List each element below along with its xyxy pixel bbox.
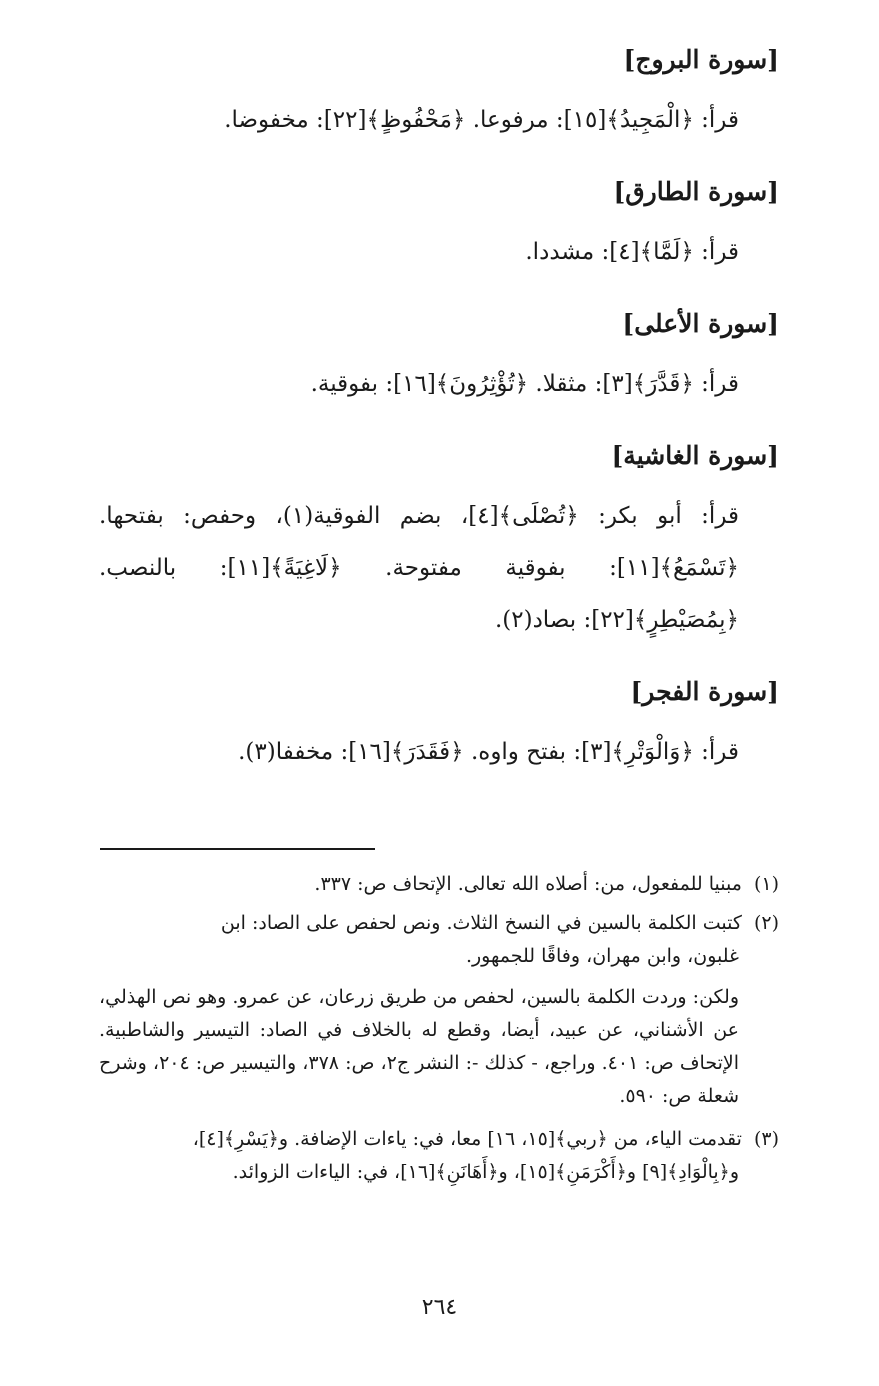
footnote-2-paragraph: ولكن: وردت الكلمة بالسين، لحفص من طريق زرعان، عن عمرو. وهو نص الهذلي، عن الأشناني، عن عبيد، أيضا، وقطع له بالخلاف في الصاد: التيسير والشاطبية. الإتحاف ص: ٤٠١. وراجع، - كذلك -: النشر ج٢، ص: ٣٧٨، والتيسير ص: ٢٠٤، وشرح شعلة ص: ٥٩٠.: [99, 986, 739, 1107]
footnote-divider: [100, 848, 375, 850]
footnote-text: تقدمت الياء، من ﴿ربي﴾[١٥، ١٦] معا، في: ياءات الإضافة. و﴿يَسْرِ﴾[٤]،: [192, 1128, 742, 1150]
body-line: قرأ: ﴿الْمَجِيدُ﴾[١٥]: مرفوعا. ﴿مَحْفُوظٍ﴾[٢٢]: مخفوضا.: [224, 107, 739, 133]
section-ala: [99, 304, 779, 410]
section-title: [سورة البروج]: [623, 45, 779, 74]
section-title: [سورة الأعلى]: [622, 309, 779, 338]
footnote-text-continued: غلبون، وابن مهران، وفاقًا للجمهور.: [465, 945, 739, 967]
main-text: [99, 40, 779, 804]
footnote-number: (٢): [753, 912, 779, 934]
body-line: ﴿تَسْمَعُ﴾[١١]: بفوقية مفتوحة. ﴿لَاغِيَةً﴾[١١]: بالنصب.: [99, 555, 739, 581]
body-line: قرأ: ﴿لَمَّا﴾[٤]: مشددا.: [525, 239, 739, 265]
footnotes: [99, 868, 779, 1195]
footnote-number: (١): [753, 873, 779, 895]
body-line: ﴿بِمُصَيْطِرٍ﴾[٢٢]: بصاد(٢).: [494, 607, 739, 633]
body-line: قرأ: ﴿وَالْوَتْرِ﴾[٣]: بفتح واوه. ﴿فَقَدَرَ﴾[١٦]: مخففا(٣).: [238, 739, 739, 765]
section-fajr: [99, 672, 779, 778]
section-title: [سورة الفجر]: [630, 677, 779, 706]
page-number: ٢٦٤: [421, 1295, 458, 1320]
footnote-1: [99, 868, 779, 901]
footnote-text: مبنيا للمفعول، من: أصلاه الله تعالى. الإتحاف ص: ٣٣٧.: [314, 873, 742, 895]
body-line: قرأ: ﴿قَدَّرَ﴾[٣]: مثقلا. ﴿تُؤْثِرُونَ﴾[١٦]: بفوقية.: [310, 371, 739, 397]
section-ghashiya: [99, 436, 779, 646]
footnote-text-continued: و﴿بِالْوَادِ﴾[٩] و﴿أَكْرَمَنِ﴾[١٥]، و﴿أَهَانَنِ﴾[١٦]، في: الياءات الزوائد.: [232, 1161, 739, 1183]
section-title: [سورة الطارق]: [613, 177, 779, 206]
footnote-text: كتبت الكلمة بالسين في النسخ الثلاث. ونص لحفص على الصاد: ابن: [220, 912, 742, 934]
footnote-3: [99, 1123, 779, 1189]
section-buruj: [99, 40, 779, 146]
footnote-2: [99, 907, 779, 973]
section-title: [سورة الغاشية]: [611, 441, 779, 470]
body-line: قرأ: أبو بكر: ﴿تُصْلَى﴾[٤]، بضم الفوقية(١)، وحفص: بفتحها.: [99, 503, 739, 529]
section-tariq: [99, 172, 779, 278]
footnote-number: (٣): [753, 1128, 779, 1150]
